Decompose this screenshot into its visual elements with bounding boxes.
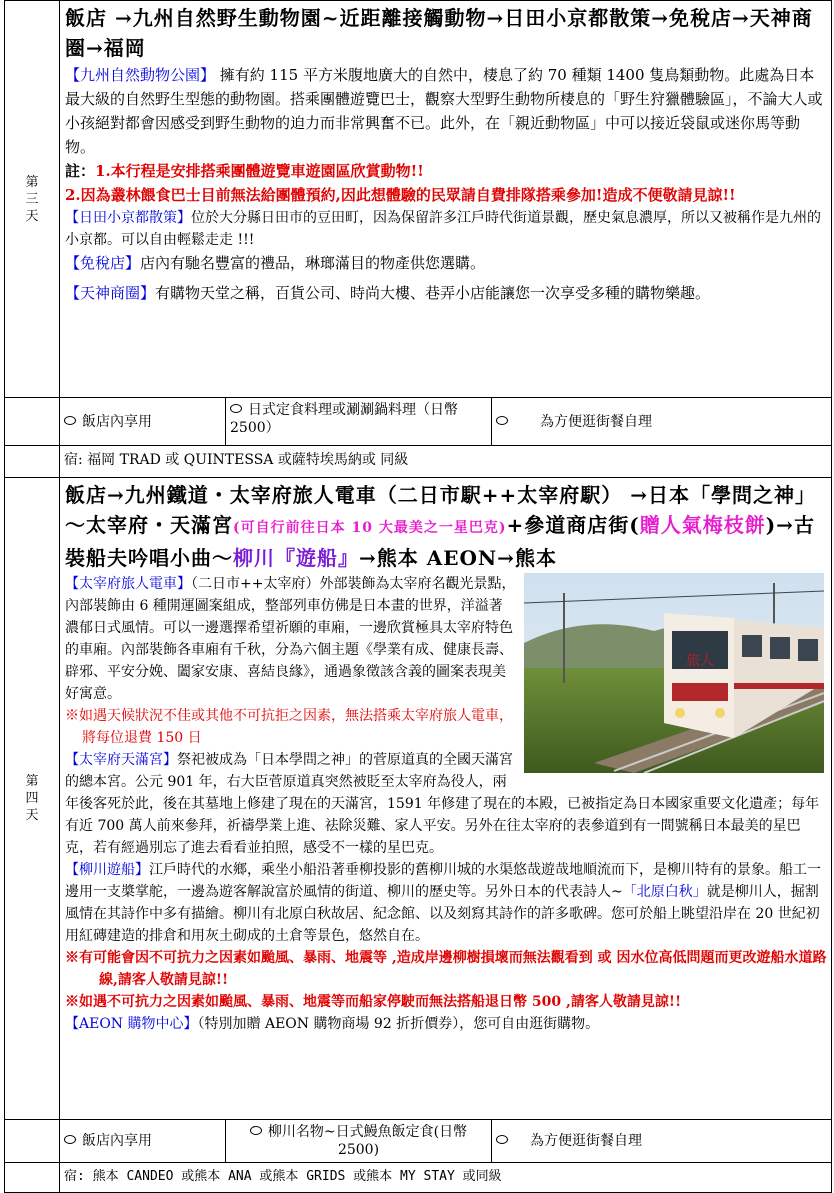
day4-title-h: →熊本 AEON→熊本 bbox=[359, 546, 557, 570]
dish-icon bbox=[64, 416, 76, 425]
day4-boat-text-a: 江戶時代的水鄉，乘坐小船沿著垂柳投影的舊柳川城的水渠悠哉遊哉地順流而下，是柳川特有的景象。船工一邊用一支槳掌舵，一邊為遊客解說富於風情的街道、柳川的歷史等。另外日本的代表詩人~ bbox=[65, 862, 821, 900]
day4-breakfast bbox=[60, 1120, 226, 1163]
day4-shrine-text: 祭祀被成為「日本學問之神」的菅原道真的全國天滿宮的總本宮。公元 901 年，右大臣菅原道真突然被貶至太宰府為役人，兩年後客死於此，後在其墓地上修建了現在的天滿宮，1591 年修建了現在的本殿，已被指定為日本國家重要文化遺產；每年有近 700 萬人前來參拜，祈禱學業上進、祛除災難、家人平安。另外在往太宰府的表參道到有一間號稱日本最美的星巴克，若有經過別忘了進去看看並拍照，感受不一樣的星巴克。 bbox=[65, 752, 820, 856]
day4-title-boat: 柳川『遊船』 bbox=[233, 546, 359, 570]
day4-boat-paragraph bbox=[65, 859, 827, 947]
day3-hita-text: 位於大分縣日田市的豆田町，因為保留許多江戶時代街道景觀，歷史氣息濃厚，所以又被稱作是九州的小京都。可以自由輕鬆走走 !!! bbox=[65, 210, 821, 248]
day4-aeon-text: （特別加贈 AEON 購物商場 92 折折價券），您可自由逛街購物。 bbox=[197, 1016, 600, 1032]
day4-boat-text-b: 就是柳川人，掘割風情在其詩作中多有描繪。柳川有北原白秋故居、紀念館、以及刻寫其詩作的許多歌碑。您可於船上眺望沿岸在 20 世紀初用紅磚建造的排倉和用灰土砌成的土倉等景色，悠然自在。 bbox=[65, 884, 820, 944]
dish-icon bbox=[250, 1126, 262, 1135]
svg-text:旅人: 旅人 bbox=[686, 653, 715, 669]
day4-title-mochi: 贈人氣梅枝餅 bbox=[639, 513, 766, 537]
day4-train-text: （二日市++太宰府）外部裝飾為太宰府名觀光景點，內部裝飾由 6 種開運圖案組成，整部列車仿佛是日本畫的世界，洋溢著濃郁日式風情。可以一邊選擇希望祈願的車廂，一邊欣賞極具太宰府特色的車廂。內部裝飾各車廂有千秋，分為六個主題《學業有成、健康長壽、辟邪、平安分娩、闔家安康、喜結良緣》，通過象徵該含義的圖案表現美好寓意。 bbox=[65, 576, 516, 702]
day3-tenjin-paragraph bbox=[65, 281, 827, 305]
day3-breakfast bbox=[60, 398, 226, 446]
day3-hita-tag: 【日田小京都散策】 bbox=[65, 210, 191, 226]
day4-aeon-paragraph bbox=[65, 1013, 827, 1035]
day3-lunch-text: 日式定食料理或涮涮鍋料理（日幣 2500） bbox=[230, 402, 458, 436]
dish-icon bbox=[496, 1135, 508, 1144]
day3-title: 飯店 →九州自然野生動物園~近距離接觸動物→日田小京都散策→免稅店→天神商圈→福岡 bbox=[65, 6, 813, 60]
day4-boat-note2: ※如遇不可抗力之因素如颱風、暴雨、地震等而船家停駛而無法搭船退日幣 500 ,請客人敬請見諒!! bbox=[65, 994, 682, 1010]
day4-title bbox=[65, 480, 827, 573]
day3-note2: 2.因為叢林餵食巴士目前無法給團體預約,因此想體驗的民眾請自費排隊搭乘參加!造成不便敬請見諒!! bbox=[65, 186, 736, 204]
day4-stay: 宿: 熊本 CANDEO 或熊本 ANA 或熊本 GRIDS 或熊本 MY STAY 或同級 bbox=[60, 1163, 832, 1193]
day4-shrine-tag: 【太宰府天滿宮】 bbox=[65, 752, 177, 768]
day3-dutyfree-tag: 【免稅店】 bbox=[65, 254, 141, 272]
day3-dutyfree-text: 店內有馳名豐富的禮品，琳瑯滿目的物產供您選購。 bbox=[140, 254, 486, 272]
day4-boat-poet: 「北原白秋」 bbox=[622, 884, 707, 900]
dish-icon bbox=[496, 416, 508, 425]
day3-tenjin-tag: 【天神商圈】 bbox=[65, 284, 156, 302]
day3-stay-spacer bbox=[5, 446, 60, 478]
day3-note1-line bbox=[65, 159, 827, 183]
itinerary-table bbox=[4, 0, 832, 1193]
day3-dutyfree-paragraph bbox=[65, 251, 827, 275]
day4-title-d: ( bbox=[629, 513, 640, 537]
day4-boat-note1: ※有可能會因不可抗力之因素如颱風、暴雨、地震等 ,造成岸邊柳樹損壞而無法觀看到 或 因水位高低問題而更改遊船水道路線,請客人敬請見諒!! bbox=[65, 950, 827, 988]
day4-title-c: +參道商店街 bbox=[506, 513, 630, 537]
day4-dinner-text: 為方便逛街餐自理 bbox=[530, 1133, 642, 1149]
day4-stay-spacer bbox=[5, 1163, 60, 1193]
day4-dinner bbox=[492, 1120, 832, 1163]
day4-title-a: 飯店→九州鐵道・太宰府旅人電車（二日市駅++太宰府駅） →日本「學問之神」～太宰府・天滿宮 bbox=[65, 483, 816, 537]
day4-train-tag: 【太宰府旅人電車】 bbox=[65, 576, 191, 592]
dish-icon bbox=[64, 1135, 76, 1144]
day4-content bbox=[60, 478, 832, 1120]
day3-label: 第 三 天 bbox=[5, 1, 60, 398]
day4-title-f: )→古裝船夫吟唱小曲～ bbox=[65, 513, 815, 570]
day3-hita-paragraph bbox=[65, 207, 827, 251]
day4-breakfast-text: 飯店內享用 bbox=[82, 1133, 152, 1149]
day4-aeon-tag: 【AEON 購物中心】 bbox=[65, 1016, 198, 1032]
day3-zoo-tag: 【九州自然動物公園】 bbox=[65, 66, 216, 84]
day3-note1: 1.本行程是安排搭乘團體遊覽車遊園區欣賞動物!! bbox=[95, 162, 424, 180]
day3-tenjin-text: 有購物天堂之稱，百貨公司、時尚大樓、巷弄小店能讓您一次享受多種的購物樂趣。 bbox=[155, 284, 711, 302]
train-photo bbox=[524, 573, 824, 773]
day4-lunch bbox=[226, 1120, 492, 1163]
dish-icon bbox=[230, 404, 242, 413]
day3-breakfast-text: 飯店內享用 bbox=[82, 413, 152, 430]
day3-zoo-paragraph bbox=[65, 63, 827, 159]
day3-meal-spacer bbox=[5, 398, 60, 446]
day4-train-note: ※如遇天候狀況不佳或其他不可抗拒之因素，無法搭乘太宰府旅人電車，將每位退費 150 日 bbox=[65, 708, 513, 746]
day3-stay: 宿: 福岡 TRAD 或 QUINTESSA 或薩特埃馬納或 同級 bbox=[60, 446, 832, 478]
day3-lunch bbox=[226, 398, 492, 446]
day4-boat-tag: 【柳川遊船】 bbox=[65, 862, 149, 878]
day4-lunch-text: 柳川名物~日式鰻魚飯定食(日幣 2500) bbox=[267, 1124, 468, 1158]
day4-title-starbucks: (可自行前往日本 10 大最美之一星巴克) bbox=[233, 520, 507, 536]
day3-note-prefix: 註： bbox=[65, 162, 96, 180]
day3-zoo-text: 擁有約 115 平方米腹地廣大的自然中，棲息了約 70 種類 1400 隻鳥類動物。此處為日本最大級的自然野生型態的動物園。搭乘團體遊覽巴士，觀察大型野生動物所棲息的「野生狩獵體驗區」，不論大人或小孩絕對都會因感受到野生動物的迫力而非常興奮不已。此外，在「親近動物區」中可以接近袋鼠或迷你馬等動物。 bbox=[65, 66, 823, 156]
day4-meal-spacer bbox=[5, 1120, 60, 1163]
day3-dinner bbox=[492, 398, 832, 446]
day3-content bbox=[60, 1, 832, 398]
day4-label: 第 四 天 bbox=[5, 478, 60, 1120]
day3-dinner-text: 為方便逛街餐自理 bbox=[540, 413, 652, 430]
